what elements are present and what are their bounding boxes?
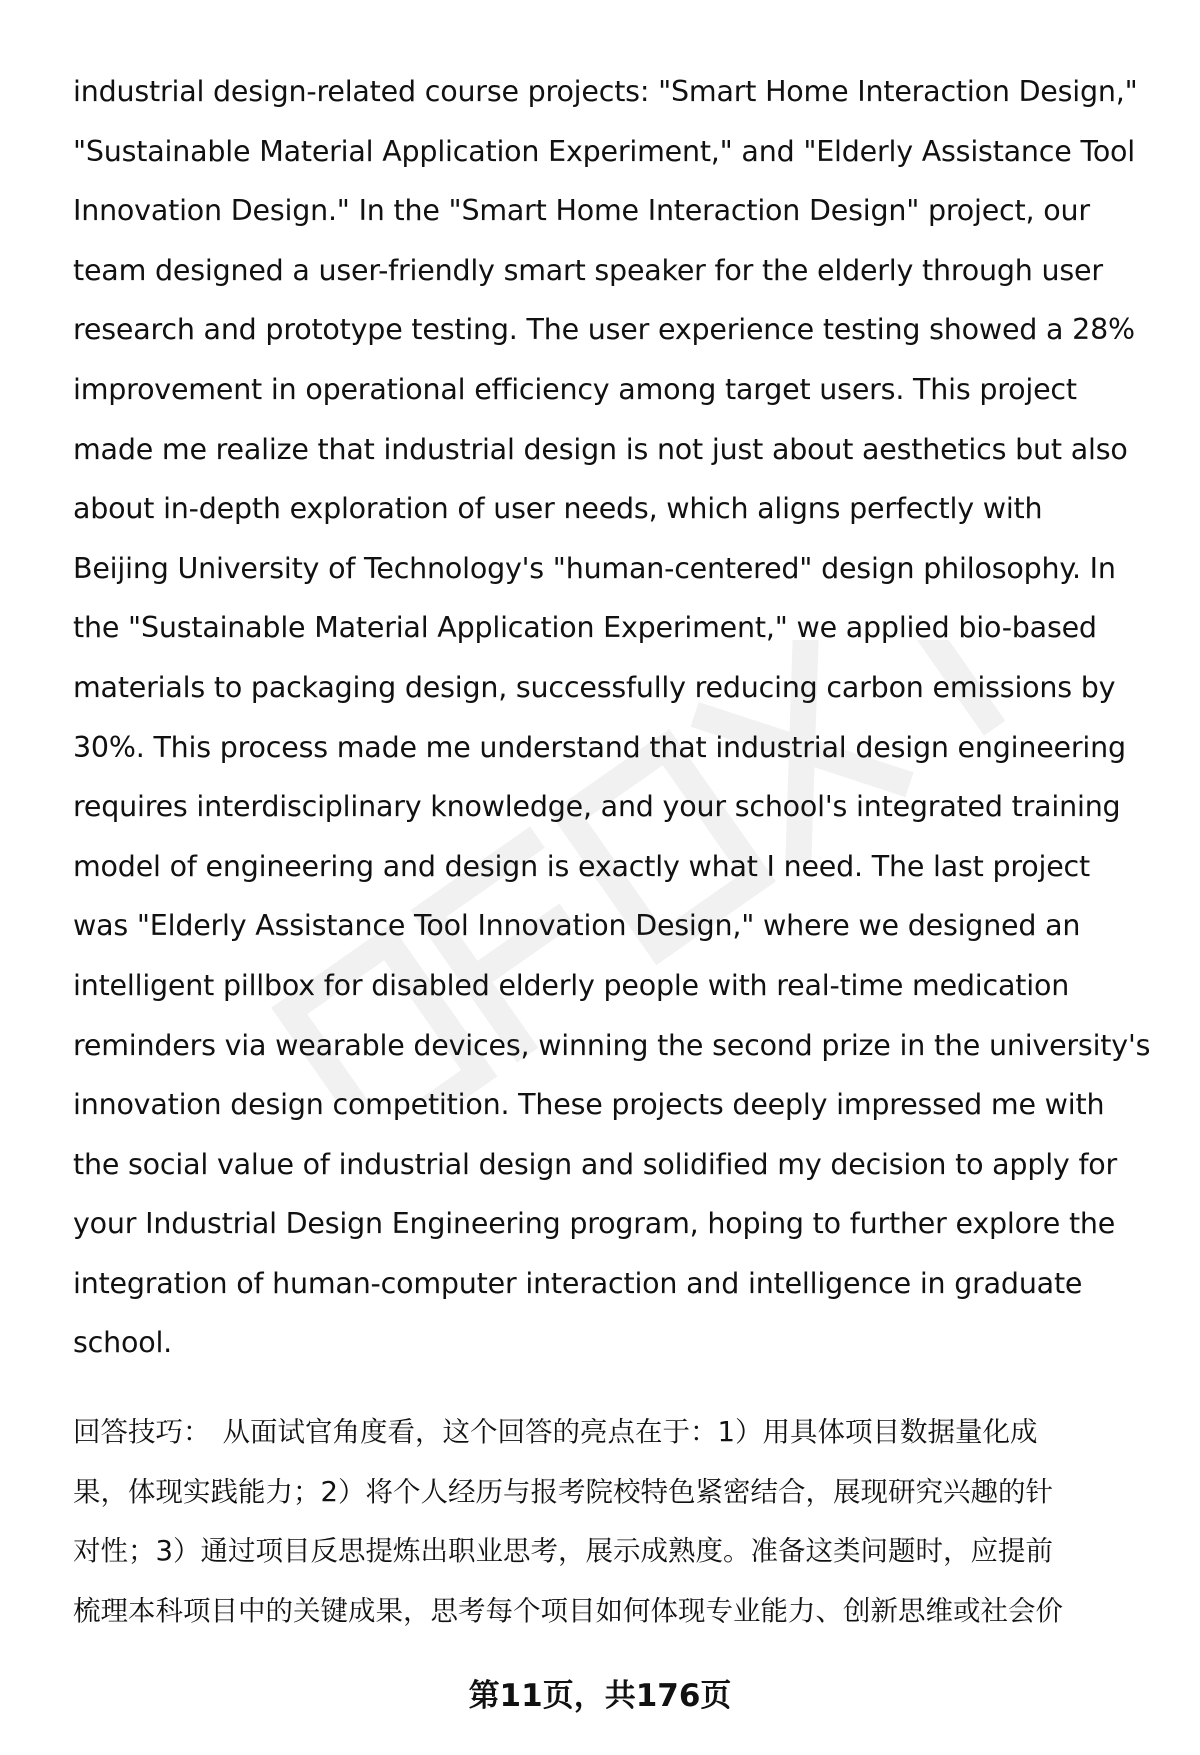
answer-line: school. (73, 1326, 173, 1360)
answer-line: made me realize that industrial design is not just about aesthetics but also (73, 432, 1128, 466)
answer-line: "Sustainable Material Application Experiment," and "Elderly Assistance Tool (73, 134, 1136, 168)
answer-line: was "Elderly Assistance Tool Innovation Design," where we designed an (73, 909, 1081, 943)
answer-line: your Industrial Design Engineering program, hoping to further explore the (73, 1207, 1116, 1241)
tips-label: 回答技巧： (73, 1416, 211, 1448)
answer-tips-paragraph (73, 1403, 1153, 1641)
answer-line: team designed a user-friendly smart speaker for the elderly through user (73, 253, 1103, 287)
answer-line: integration of human-computer interaction and intelligence in graduate (73, 1266, 1083, 1300)
answer-line: research and prototype testing. The user experience testing showed a 28% (73, 313, 1135, 347)
tips-line: 对性；3）通过项目反思提炼出职业思考，展示成熟度。准备这类问题时，应提前 (73, 1535, 1053, 1567)
answer-line: reminders via wearable devices, winning the second prize in the university's (73, 1028, 1151, 1062)
answer-line: Beijing University of Technology's "human-centered" design philosophy. In (73, 551, 1116, 585)
answer-line: innovation design competition. These projects deeply impressed me with (73, 1088, 1105, 1122)
tips-line: 果，体现实践能力；2）将个人经历与报考院校特色紧密结合，展现研究兴趣的针 (73, 1475, 1053, 1508)
page-number: 第11页，共176页 (468, 1678, 732, 1714)
answer-line: about in-depth exploration of user needs, which aligns perfectly with (73, 492, 1043, 526)
answer-line: industrial design-related course projects: "Smart Home Interaction Design," (73, 75, 1138, 108)
answer-line: the social value of industrial design and solidified my decision to apply for (73, 1147, 1118, 1181)
answer-line: the "Sustainable Material Application Experiment," we applied bio-based (73, 611, 1097, 645)
answer-paragraph (73, 62, 1153, 1373)
answer-line: requires interdisciplinary knowledge, and your school's integrated training (73, 790, 1121, 824)
answer-line: model of engineering and design is exactly what I need. The last project (73, 849, 1090, 883)
answer-line: materials to packaging design, successfully reducing carbon emissions by (73, 670, 1116, 704)
answer-line: intelligent pillbox for disabled elderly people with real-time medication (73, 968, 1070, 1002)
tips-line: 梳理本科项目中的关键成果，思考每个项目如何体现专业能力、创新思维或社会价 (73, 1594, 1063, 1627)
answer-line: Innovation Design." In the "Smart Home Interaction Design" project, our (73, 194, 1090, 228)
answer-line: improvement in operational efficiency among target users. This project (73, 372, 1077, 406)
tips-line: 从面试官角度看，这个回答的亮点在于：1）用具体项目数据量化成 (222, 1416, 1038, 1448)
answer-line: 30%. This process made me understand that industrial design engineering (73, 730, 1126, 764)
